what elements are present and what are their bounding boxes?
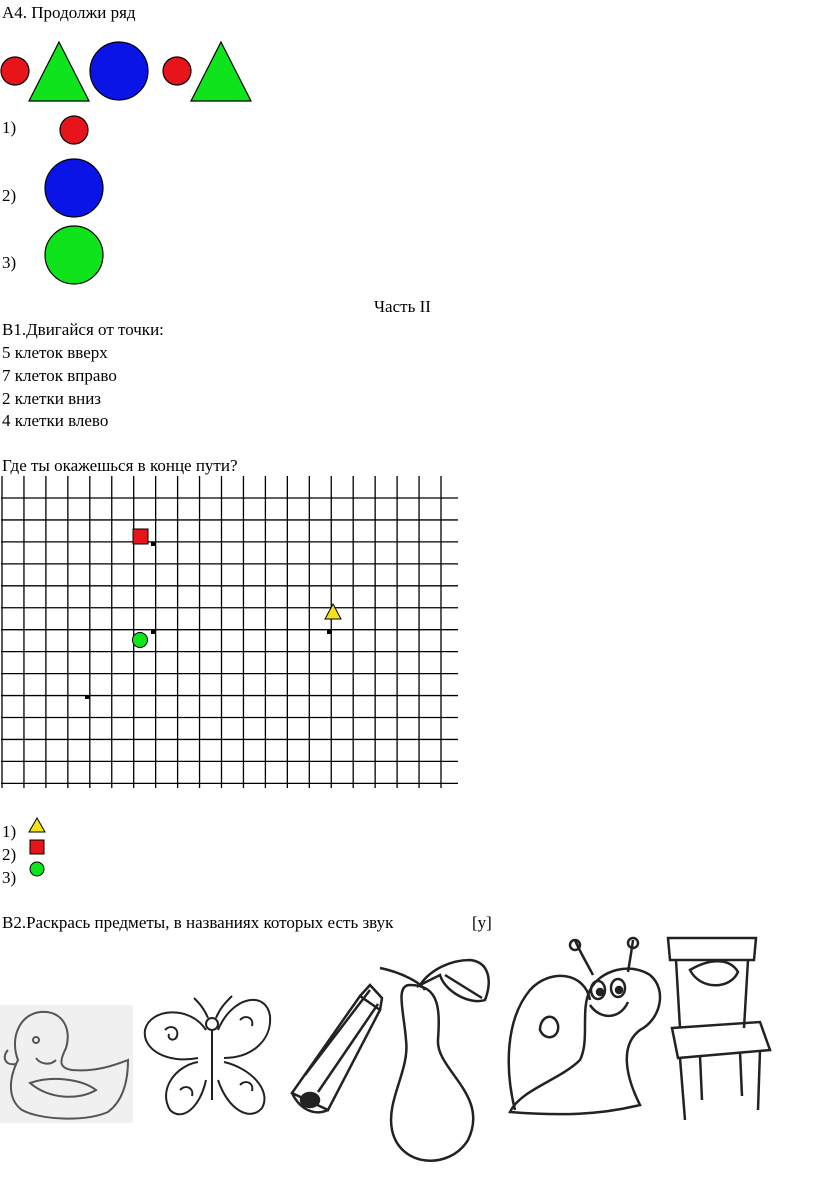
answer-red-circle bbox=[60, 116, 88, 144]
option-2-label: 2) bbox=[2, 186, 17, 205]
red-circle-shape bbox=[163, 57, 191, 85]
green-triangle-shape bbox=[191, 42, 251, 101]
green-circle-marker bbox=[133, 633, 148, 648]
start-point-dot bbox=[85, 695, 90, 699]
task-a4-title: А4. Продолжи ряд bbox=[2, 3, 136, 22]
option-red-square bbox=[30, 840, 44, 854]
sound-label: [у] bbox=[472, 913, 492, 932]
b1-option-1-label: 1) bbox=[2, 822, 17, 841]
task-b1-question: Где ты окажешься в конце пути? bbox=[2, 456, 238, 475]
step-2: 7 клеток вправо bbox=[2, 366, 117, 385]
pear-icon[interactable] bbox=[380, 960, 489, 1161]
grid-dot bbox=[151, 630, 155, 634]
b1-option-2-label: 2) bbox=[2, 845, 17, 864]
chair-icon[interactable] bbox=[668, 938, 770, 1120]
part-header: Часть II bbox=[374, 297, 431, 316]
butterfly-icon[interactable] bbox=[145, 996, 270, 1114]
blue-circle-shape bbox=[90, 42, 148, 100]
grid-dot bbox=[327, 630, 332, 634]
shape-sequence bbox=[1, 42, 251, 101]
yellow-triangle-marker bbox=[325, 604, 341, 619]
answer-blue-circle bbox=[45, 159, 103, 217]
option-yellow-triangle bbox=[29, 818, 45, 832]
step-4: 4 клетки влево bbox=[2, 411, 109, 430]
option-green-circle bbox=[30, 862, 44, 876]
step-3: 2 клетки вниз bbox=[2, 389, 102, 408]
grid-field bbox=[1, 476, 458, 788]
duck-icon[interactable] bbox=[0, 1005, 133, 1123]
grid-dot bbox=[151, 542, 155, 546]
option-1-label: 1) bbox=[2, 118, 17, 137]
pencil-icon[interactable] bbox=[292, 985, 382, 1112]
task-b2-title: В2.Раскрась предметы, в названиях которых есть звук bbox=[2, 913, 394, 932]
red-circle-shape bbox=[1, 57, 29, 85]
answer-green-circle bbox=[45, 226, 103, 284]
option-3-label: 3) bbox=[2, 253, 17, 272]
task-b1-title: В1.Двигайся от точки: bbox=[2, 320, 164, 339]
green-triangle-shape bbox=[29, 42, 89, 101]
b1-option-3-label: 3) bbox=[2, 868, 17, 887]
red-square-marker bbox=[133, 529, 148, 544]
snail-icon[interactable] bbox=[509, 938, 660, 1114]
step-1: 5 клеток вверх bbox=[2, 343, 108, 362]
